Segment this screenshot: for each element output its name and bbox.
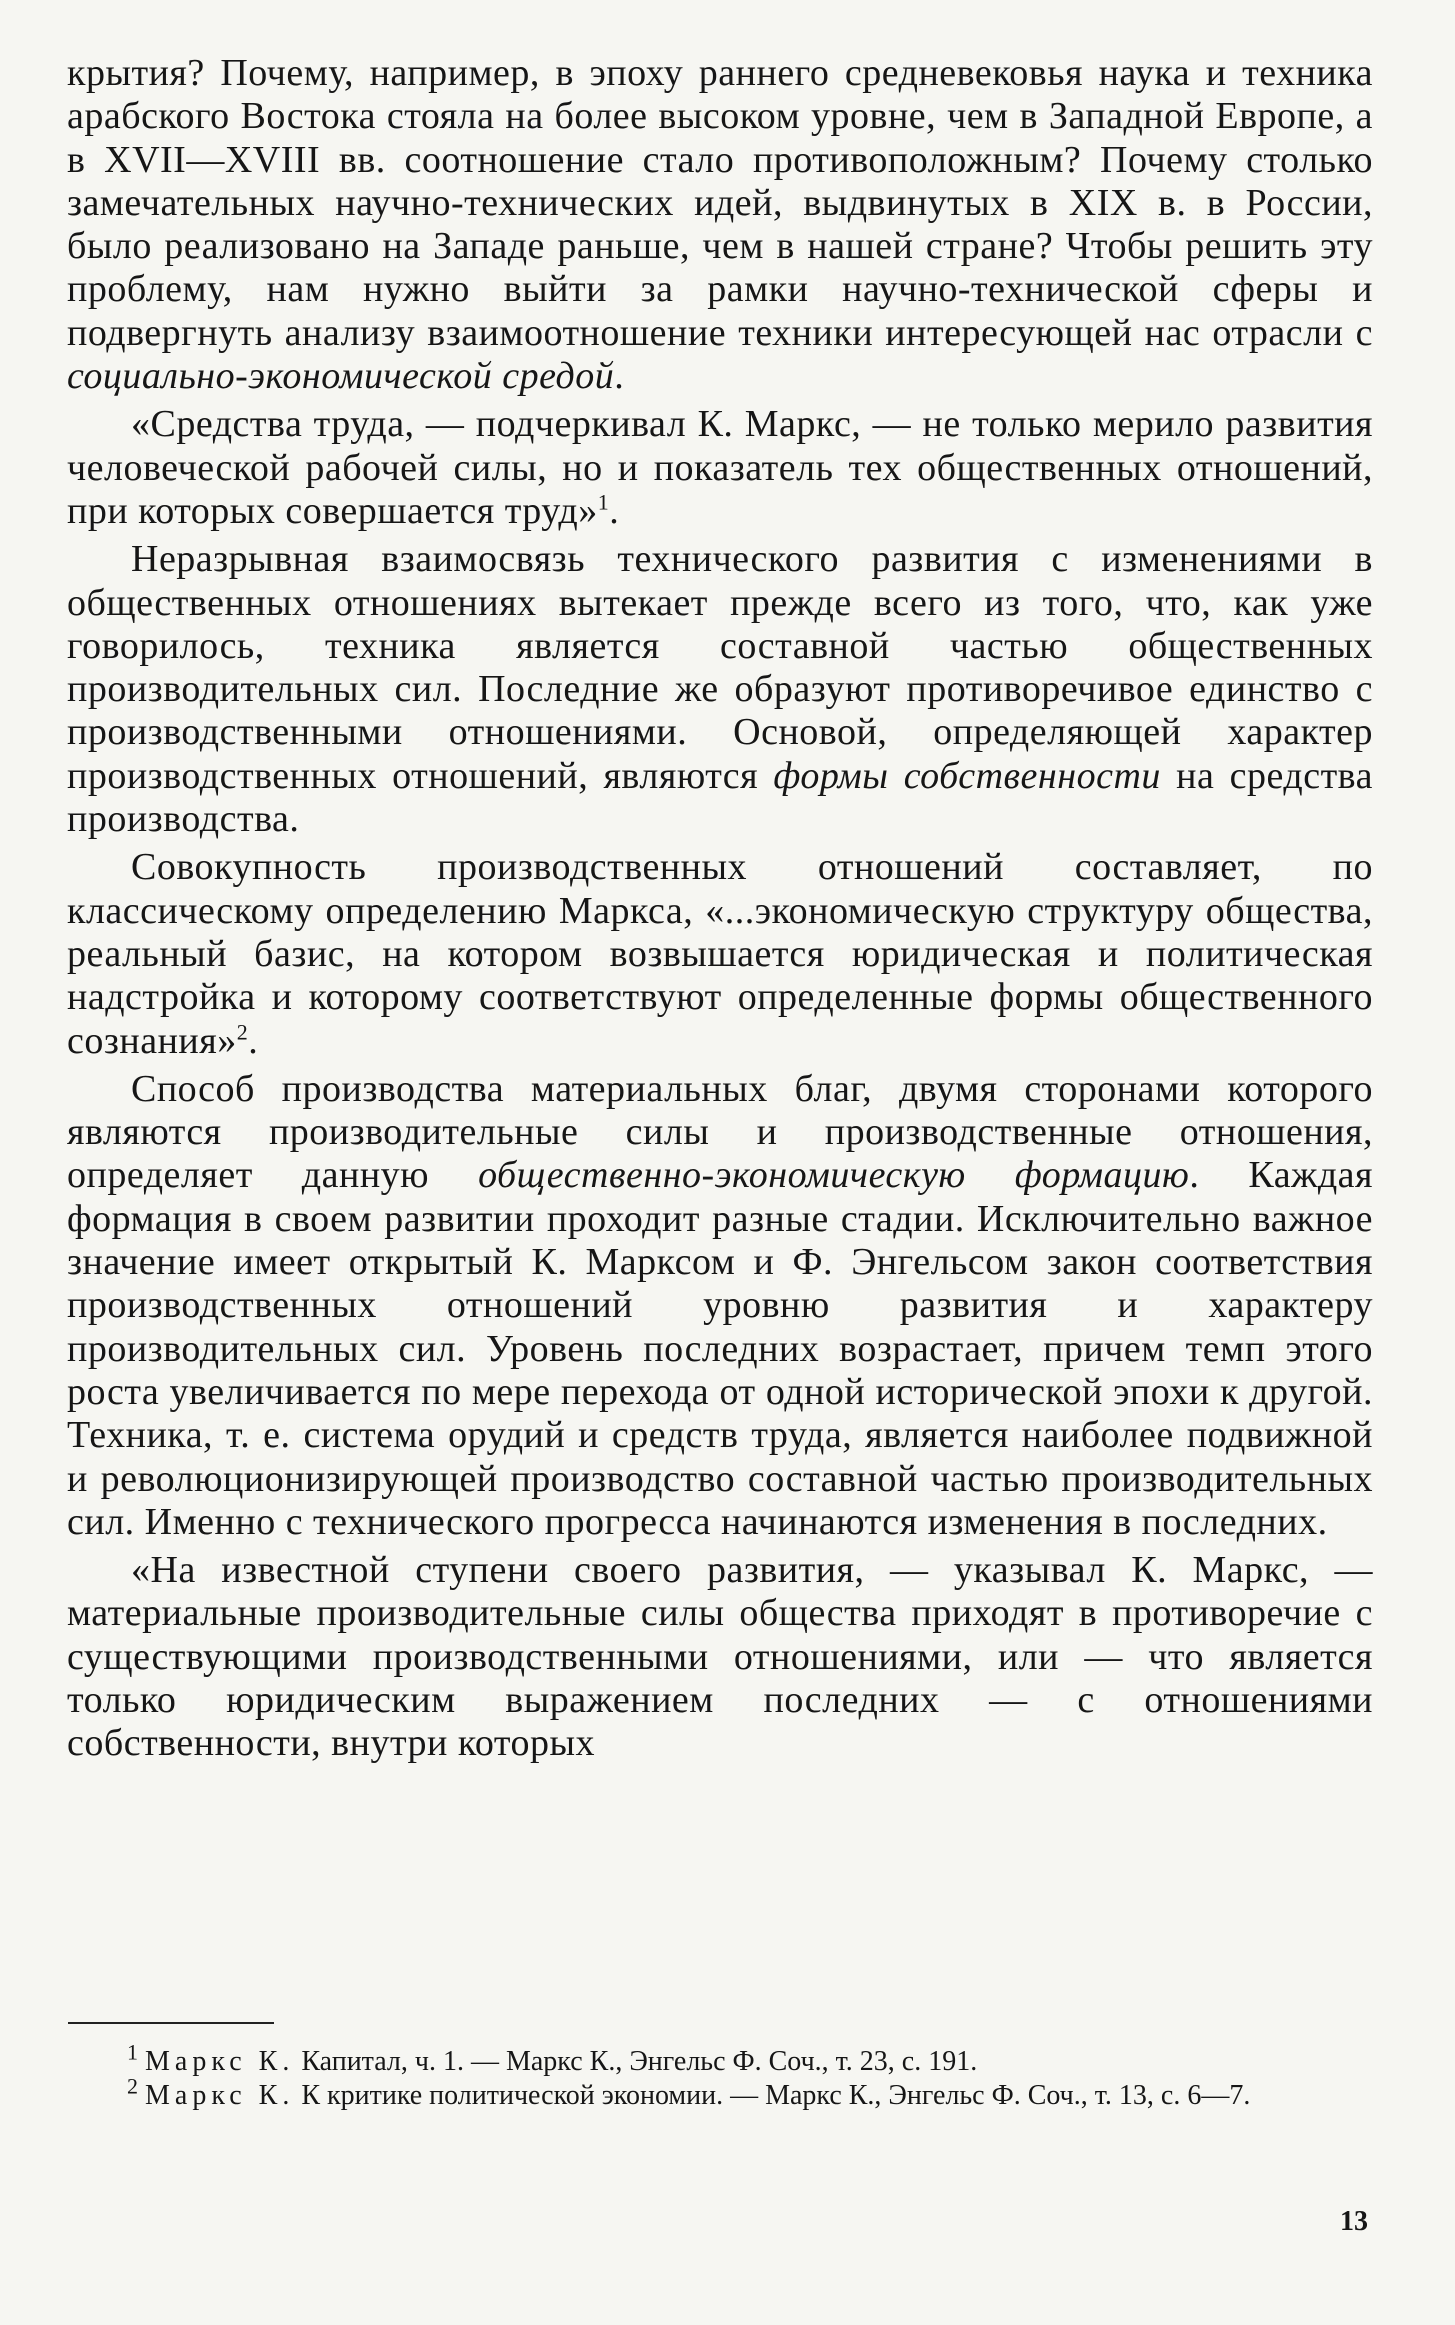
footnote-1: $^1$ Маркс К. Капитал, ч. 1. — Маркс К., Энгельс Ф. Соч., т. 23, с. 191. — [127, 2039, 978, 2077]
page-number: 13 — [1340, 2206, 1368, 2237]
footnote-ref-1: 1 — [597, 489, 610, 515]
footnote-divider — [68, 2022, 274, 2024]
paragraph-1: крытия? Почему, например, в эпоху раннего средневековья наука и техника арабского Востока стояла на более высоком уровне, чем в Западной Европе, а в XVII—XVIII вв. соотношение стало противоположным? Почему столько замечательных научно-технических идей, выдвинутых в XIX в. в России, было реализовано на Западе раньше, чем в нашей стране? Чтобы решить эту проблему, нам нужно выйти за рамки научно-технической сферы и подвергнуть анализу взаимоотношение техники интересующей нас отрасли с социально-экономической средой. — [67, 52, 1373, 398]
emphasis-socio-economic-formation: общественно-экономическую формацию — [478, 1154, 1190, 1197]
paragraph-2-quote: «Средства труда, — подчеркивал К. Маркс, — не только мерило развития человеческой рабочей силы, но и показатель тех общественных отношений, при которых совершается труд»$^1$. — [67, 403, 1373, 532]
emphasis-socio-economic-environment: социально-экономической средой — [67, 355, 615, 398]
paragraph-3: Неразрывная взаимосвязь технического развития с изменениями в общественных отношениях вытекает прежде всего из того, что, как уже говорилось, техника является составной частью общественных производительных сил. Последние же образуют противоречивое единство с производственными отношениями. Основой, определяющей характер производственных отношений, являются формы собственности на средства производства. — [67, 538, 1373, 841]
paragraph-5: Способ производства материальных благ, двумя сторонами которого являются производительные силы и производственные отношения, определяет данную общественно-экономическую формацию. Каждая формация в своем развитии проходит разные стадии. Исключительно важное значение имеет открытый К. Марксом и Ф. Энгельсом закон соответствия производственных отношений уровню развития и характеру производительных сил. Уровень последних возрастает, причем темп этого роста увеличивается по мере перехода от одной исторической эпохи к другой. Техника, т. е. система орудий и средств труда, является наиболее подвижной и революционизирующей производство составной частью производительных сил. Именно с технического прогресса начинаются изменения в последних. — [67, 1067, 1373, 1543]
emphasis-forms-of-property: формы собственности — [773, 754, 1161, 797]
paragraph-4: Совокупность производственных отношений составляет, по классическому определению Маркса, «...экономическую структуру общества, реальный базис, на котором возвышается юридическая и политическая надстройка и которому соответствуют определенные формы общественного сознания»$^2$. — [67, 846, 1373, 1062]
page-body — [67, 52, 1373, 1766]
paragraph-6-quote: «На известной ступени своего развития, — указывал К. Маркс, — материальные производительные силы общества приходят в противоречие с существующими производственными отношениями, или — что является только юридическим выражением последних — с отношениями собственности, внутри которых — [67, 1549, 1373, 1765]
footnote-2: $^2$ Маркс К. К критике политической экономии. — Маркс К., Энгельс Ф. Соч., т. 13, с. 6—7. — [127, 2073, 1251, 2111]
footnote-ref-2: 2 — [236, 1018, 249, 1044]
main-text — [67, 52, 1373, 1766]
footnotes — [67, 2039, 1373, 2113]
